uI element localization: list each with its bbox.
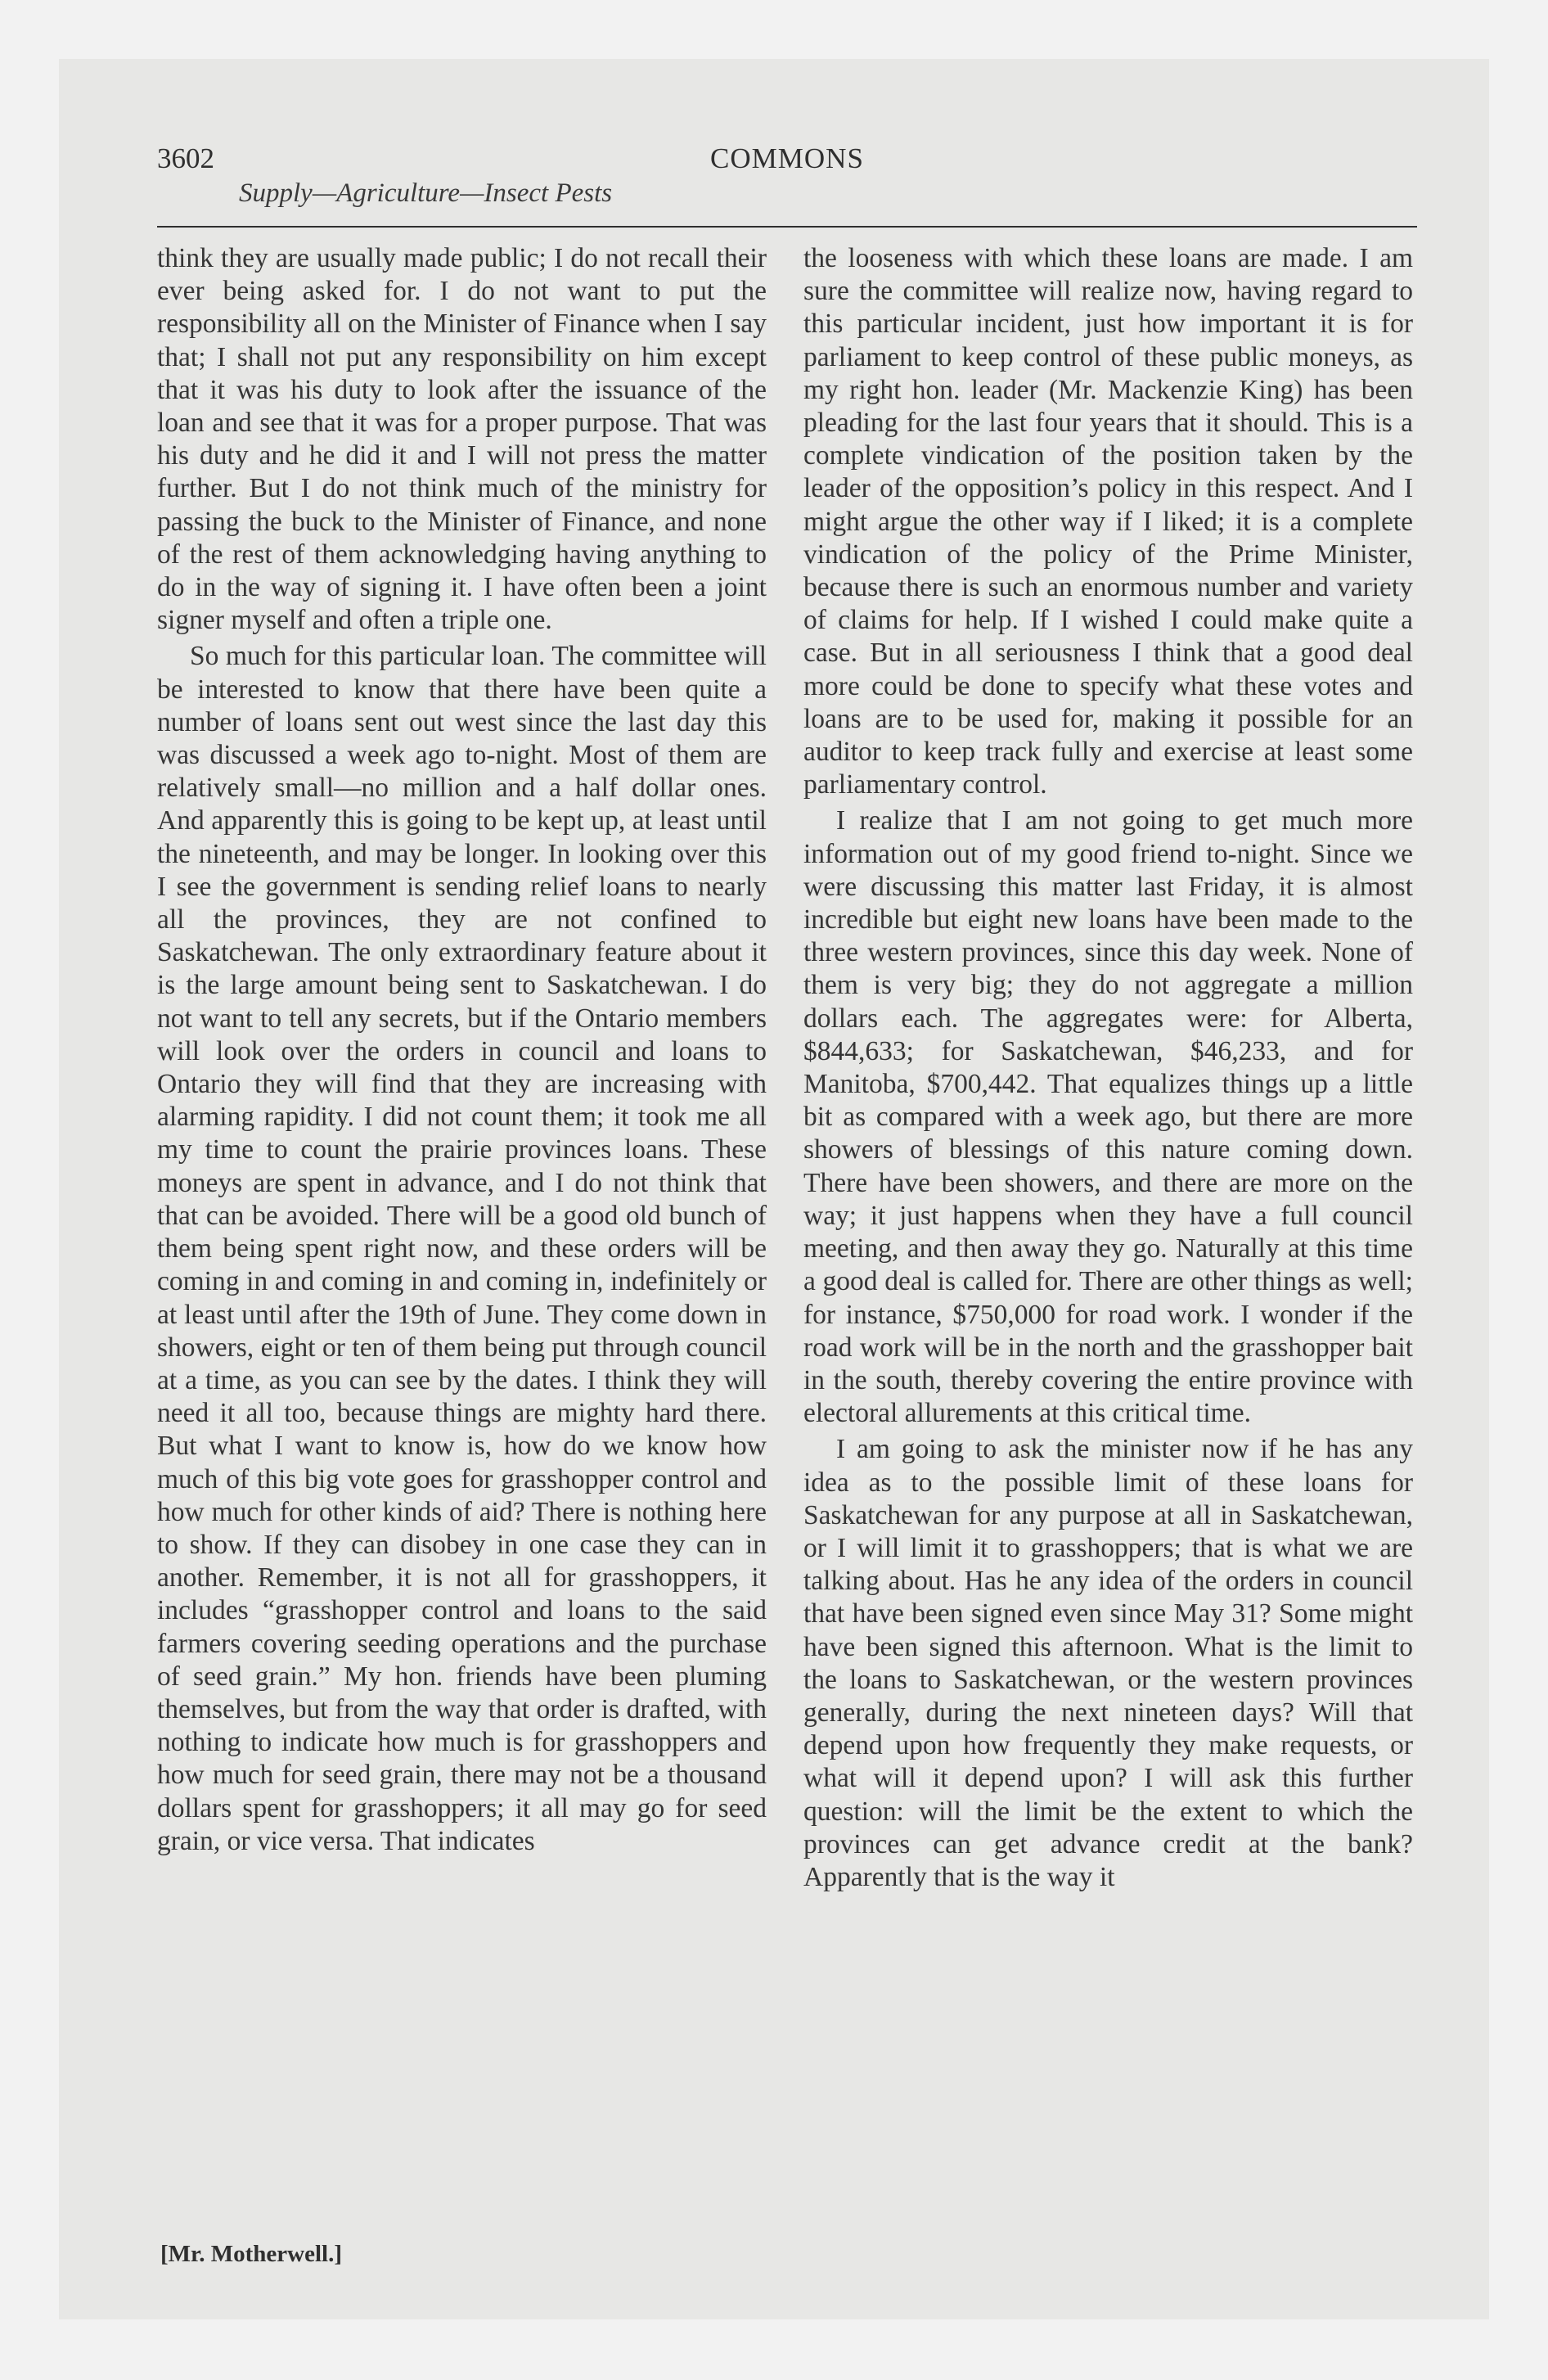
page-number: 3602 xyxy=(157,142,214,174)
page-header xyxy=(157,141,1417,223)
paragraph: the looseness with which these loans are made. I am sure the committee will realize now, having regard to this particular incident, just how important it is for parliament to keep control of these public moneys, as my right hon. leader (Mr. Mackenzie King) has been pleading for the last four years that it should. This is a complete vindication of the position taken by the leader of the opposition’s policy in this respect. And I might argue the other way if I liked; it is a complete vindication of the policy of the Prime Minister, because there is such an enormous number and variety of claims for help. If I wished I could make quite a case. But in all seriousness I think that a good deal more could be done to specify what these votes and loans are to be used for, making it possible for an auditor to keep track fully and exercise at least some parliamentary control. xyxy=(803,243,1413,800)
speaker-attribution: [Mr. Motherwell.] xyxy=(160,2241,342,2267)
paragraph: So much for this particular loan. The committee will be interested to know that there have been quite a number of loans sent out west since the last day this was discussed a week ago to-night. Most of them are relatively small—no million and a half dollar ones. And apparently this is going to be kept up, at least until the nineteenth, and may be longer. In looking over this I see the government is sending relief loans to nearly all the provinces, they are not confined to Saskatchewan. The only extraordinary feature about it is the large amount being sent to Saskatchewan. I do not want to tell any secrets, but if the Ontario members will look over the orders in council and loans to Ontario they will find that they are increasing with alarming rapidity. I did not count them; it took me all my time to count the prairie provinces loans. These moneys are spent in advance, and I do not think that that can be avoided. There will be a good old bunch of them being spent right now, and these orders will be coming in and coming in and coming in, indefinitely or at least until after the 19th of June. They come down in showers, eight or ten of them being put through council at a time, as you can see by the dates. I think they will need it all too, because things are mighty hard there. But what I want to know is, how do we know how much of this big vote goes for grasshopper control and how much for other kinds of aid? There is nothing here to show. If they can disobey in one case they can in another. Remember, it is not all for grasshoppers, it includes “grasshopper control and loans to the said farmers covering seeding operations and the purchase of seed grain.” My hon. friends have been pluming themselves, but from the way that order is drafted, with nothing to indicate how much is for grasshoppers and how much for seed grain, there may not be a thousand dollars spent for grasshoppers; it all may go for seed grain, or vice versa. That indicates xyxy=(157,641,767,1856)
paragraph: I realize that I am not going to get much more information out of my good friend to-night. Since we were discussing this matter last Friday, it is almost incredible but eight new loans have been made to the three western provinces, since this day week. None of them is very big; they do not aggregate a million dollars each. The aggregates were: for Alberta, $844,633; for Saskatchewan, $46,233, and for Manitoba, $700,442. That equalizes things up a little bit as compared with a week ago, but there are more showers of blessings of this nature coming down. There have been showers, and there are more on the way; it just happens when they have a full council meeting, and then away they go. Naturally at this time a good deal is called for. There are other things as well; for instance, $750,000 for road work. I wonder if the road work will be in the north and the grasshopper bait in the south, thereby covering the entire province with electoral allurements at this critical time. xyxy=(803,805,1413,1429)
journal-title: COMMONS xyxy=(710,142,864,174)
right-column xyxy=(803,242,1413,1894)
header-rule xyxy=(157,226,1417,228)
paragraph: I am going to ask the minister now if he has any idea as to the possible limit of these loans for Saskatchewan for any purpose at all in Saskatchewan, or I will limit it to grasshoppers; that is what we are talking about. Has he any idea of the orders in council that have been signed even since May 31? Some might have been signed this afternoon. What is the limit to the loans to Saskatchewan, or the western provinces generally, during the next nineteen days? Will that depend upon how frequently they make requests, or what will it depend upon? I will ask this further question: will the limit be the extent to which the provinces can get advance credit at the bank? Apparently that is the way it xyxy=(803,1434,1413,1892)
section-title: Supply—Agriculture—Insect Pests xyxy=(239,178,613,208)
paragraph: think they are usually made public; I do not recall their ever being asked for. I do not want to put the responsibility all on the Minister of Finance when I say that; I shall not put any responsibility on him except that it was his duty to look after the issuance of the loan and see that it was for a proper purpose. That was his duty and he did it and I will not press the matter further. But I do not think much of the ministry for passing the buck to the Minister of Finance, and none of the rest of them acknowledging having anything to do in the way of signing it. I have often been a joint signer myself and often a triple one. xyxy=(157,243,767,636)
left-column xyxy=(157,242,767,1858)
